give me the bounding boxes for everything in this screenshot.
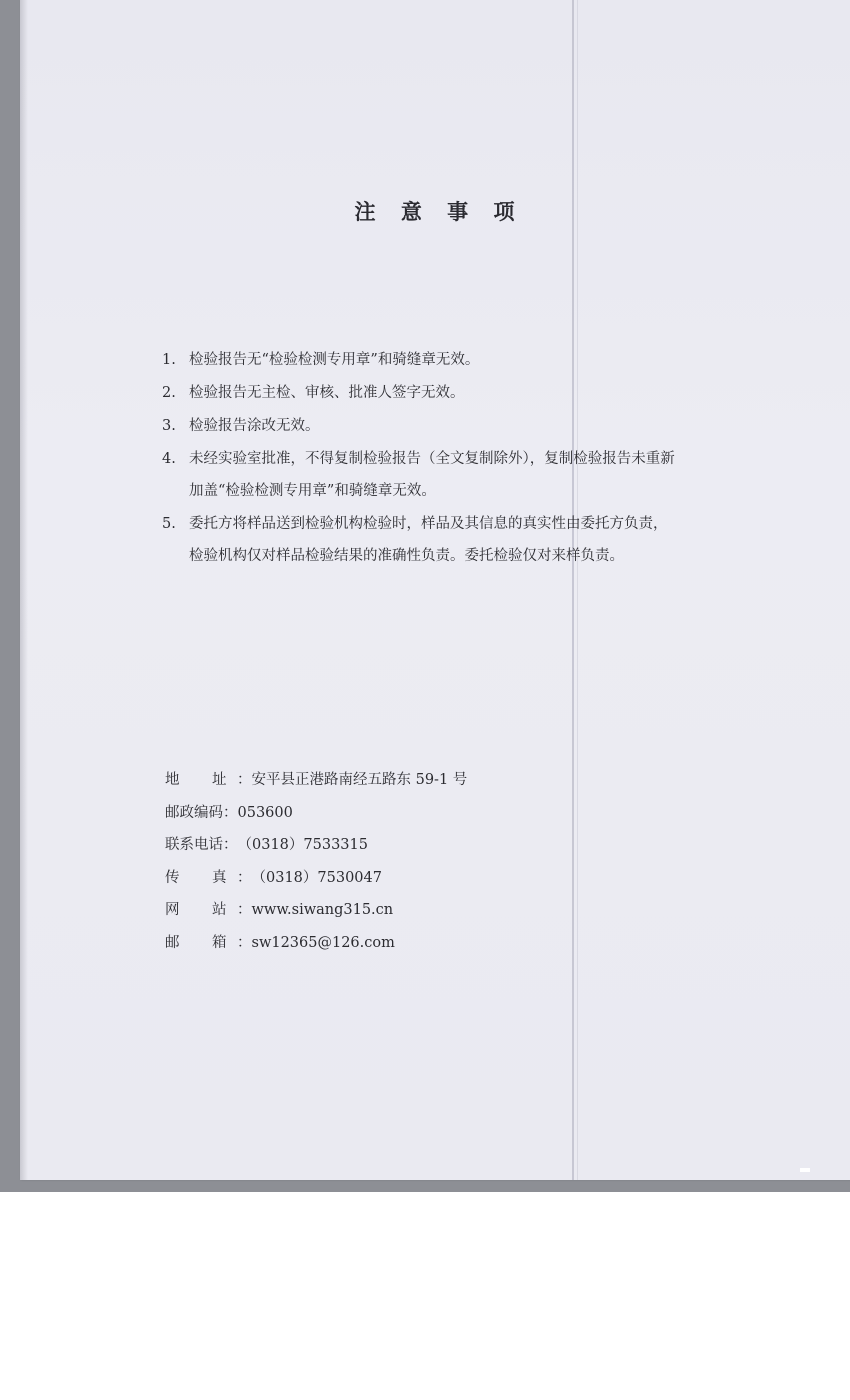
fax-label-char-1: 传 — [165, 869, 180, 886]
postcode-label: 邮政编码 — [165, 804, 223, 821]
notice-number: 4. — [162, 451, 176, 467]
contact-postcode-row — [165, 797, 467, 830]
page-title: 注 意 事 项 — [354, 199, 524, 224]
address-label-char-2: 址 — [212, 772, 227, 788]
website-label-char-2: 站 — [212, 902, 227, 918]
address-label-char-1: 地 — [165, 772, 180, 788]
website-value: www.siwang315.cn — [251, 902, 394, 918]
notice-number: 1. — [162, 352, 176, 368]
page-fold-line-secondary — [577, 0, 578, 1180]
notice-number: 3. — [162, 418, 176, 434]
phone-value: （0318）7533315 — [237, 837, 368, 853]
colon: ： — [237, 902, 252, 918]
notice-item-5 — [162, 508, 762, 572]
fax-value: （0318）7530047 — [251, 869, 382, 886]
notice-item-2 — [162, 377, 762, 409]
colon: ： — [237, 869, 252, 886]
notice-text: 检验报告无“检验检测专用章”和骑缝章无效。 — [189, 352, 480, 368]
colon: ： — [237, 772, 252, 788]
contact-info — [165, 764, 467, 959]
colon: ： — [223, 804, 238, 821]
notice-text: 委托方将样品送到检验机构检验时，样品及其信息的真实性由委托方负责， — [189, 516, 668, 532]
website-label — [165, 894, 237, 927]
colon: ： — [237, 934, 252, 951]
notice-text-continued: 检验机构仅对样品检验结果的准确性负责。委托检验仅对来样负责。 — [189, 548, 624, 564]
fax-label — [165, 862, 237, 895]
contact-phone-row — [165, 829, 467, 862]
document-page — [20, 0, 850, 1180]
contact-website-row — [165, 894, 467, 927]
notice-text: 检验报告涂改无效。 — [189, 418, 320, 434]
email-label-char-1: 邮 — [165, 934, 180, 951]
contact-fax-row — [165, 862, 467, 895]
fax-label-char-2: 真 — [212, 869, 227, 886]
notice-text: 检验报告无主检、审核、批准人签字无效。 — [189, 385, 465, 401]
notice-text: 未经实验室批准，不得复制检验报告（全文复制除外），复制检验报告未重新 — [189, 451, 675, 467]
page-fold-line — [572, 0, 574, 1180]
notice-number: 5. — [162, 516, 176, 532]
notice-text-continued: 加盖“检验检测专用章”和骑缝章无效。 — [189, 483, 436, 499]
postcode-value: 053600 — [237, 804, 293, 821]
notice-number: 2. — [162, 385, 176, 401]
notice-item-4 — [162, 443, 762, 507]
email-value: sw12365@126.com — [251, 934, 395, 951]
phone-label: 联系电话 — [165, 837, 223, 853]
address-label — [165, 764, 237, 797]
notice-list — [162, 344, 762, 573]
colon: ： — [223, 837, 238, 853]
website-label-char-1: 网 — [165, 902, 180, 918]
address-value: 安平县正港路南经五路东 59-1 号 — [251, 772, 468, 788]
contact-address-row — [165, 764, 467, 797]
page-corner-mark — [800, 1168, 810, 1172]
contact-email-row — [165, 927, 467, 960]
email-label — [165, 927, 237, 960]
email-label-char-2: 箱 — [212, 934, 227, 951]
notice-item-3 — [162, 410, 762, 442]
notice-item-1 — [162, 344, 762, 376]
